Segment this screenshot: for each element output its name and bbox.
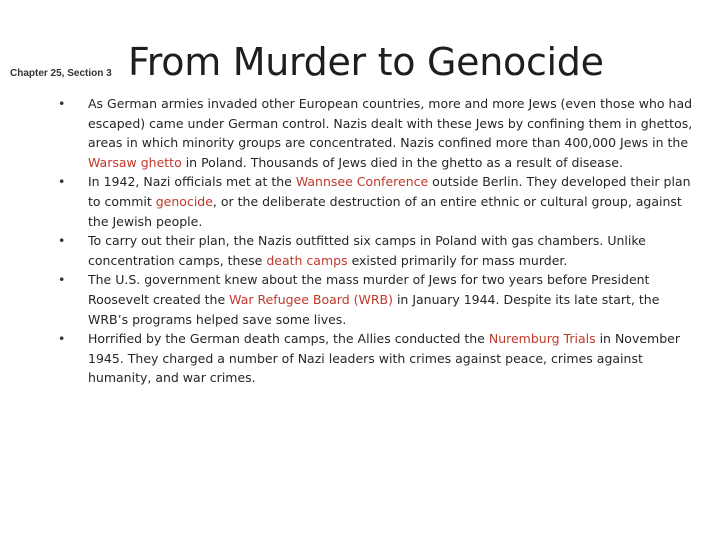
bullet-list bbox=[58, 94, 698, 388]
bullet-text: In 1942, Nazi officials met at the bbox=[88, 174, 296, 190]
chapter-label: Chapter 25, Section 3 bbox=[10, 68, 112, 79]
bullet-text: in January 1944. Despite its late start, the WRB’s programs helped save some lives. bbox=[88, 291, 660, 327]
bullet-text: As German armies invaded other European countries, more and more Jews (even those who had escaped) came under German control. Nazis dealt with these Jews by confining them in ghettos, areas in which minority groups are concentrated. Nazis confined more than 400,000 Jews in the bbox=[88, 96, 693, 151]
key-term: Wannsee Conference bbox=[295, 174, 429, 190]
bullet-text: in Poland. Thousands of Jews died in the ghetto as a result of disease. bbox=[181, 154, 623, 170]
bullet-text: outside Berlin. They developed their plan to commit bbox=[88, 174, 691, 209]
bullet-dot: • bbox=[58, 331, 66, 347]
bullet-text: , or the deliberate destruction of an entire ethnic or cultural group, against the Jewish people. bbox=[88, 193, 682, 229]
bullet-text: existed primarily for mass murder. bbox=[347, 252, 568, 268]
key-term: death camps bbox=[266, 252, 348, 268]
slide-title: From Murder to Genocide bbox=[128, 40, 604, 84]
key-term: Nuremburg Trials bbox=[488, 331, 596, 347]
bullet-dot: • bbox=[58, 272, 66, 288]
bullet-item bbox=[58, 172, 698, 231]
bullet-item bbox=[58, 329, 698, 388]
bullet-text: To carry out their plan, the Nazis outfitted six camps in Poland with gas chambers. Unlike concentration camps, these bbox=[88, 233, 646, 268]
key-term: Warsaw ghetto bbox=[88, 154, 182, 170]
bullet-dot: • bbox=[58, 96, 66, 111]
bullet-item bbox=[58, 94, 698, 172]
bullet-item bbox=[58, 231, 698, 270]
bullet-text: The U.S. government knew about the mass murder of Jews for two years before President Roosevelt created the bbox=[88, 272, 650, 307]
bullet-item bbox=[58, 270, 698, 329]
key-term: War Refugee Board (WRB) bbox=[229, 291, 393, 307]
bullet-dot: • bbox=[58, 233, 66, 249]
key-term: genocide bbox=[155, 193, 213, 209]
bullet-text: Horrified by the German death camps, the Allies conducted the bbox=[88, 331, 489, 347]
bullet-text: in November 1945. They charged a number of Nazi leaders with crimes against peace, crimes against humanity, and war crimes. bbox=[88, 331, 680, 386]
bullet-dot: • bbox=[58, 174, 66, 190]
